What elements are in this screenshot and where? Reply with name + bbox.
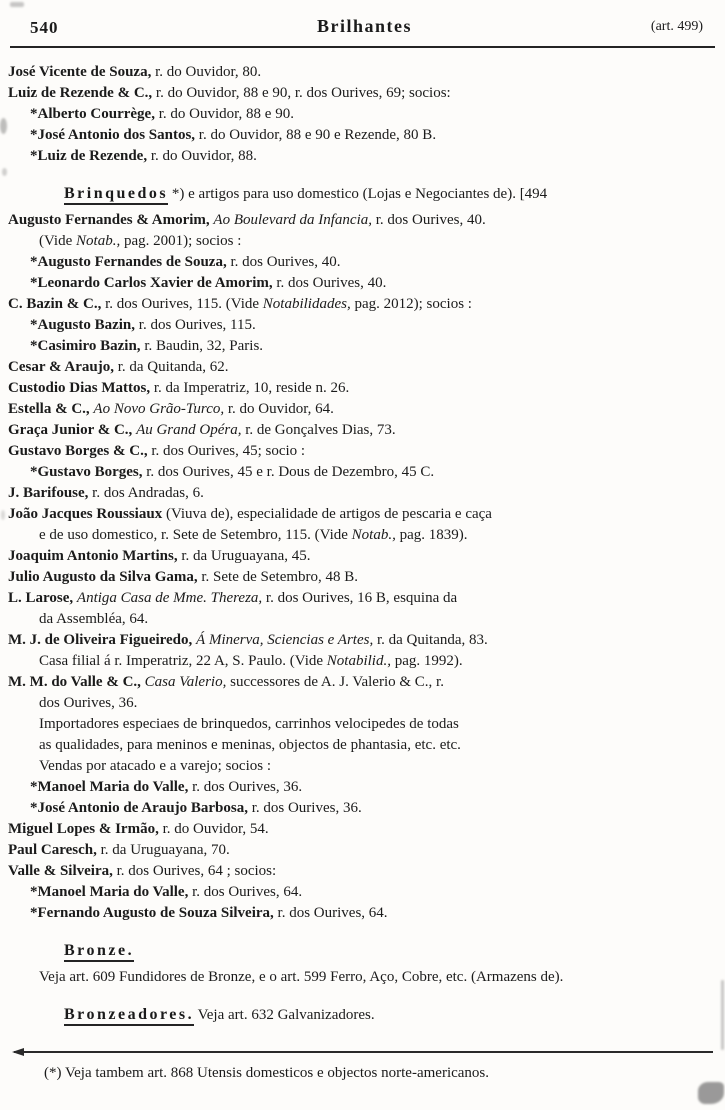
entry-text: r. dos Ourives, 64. [273,905,388,921]
entry-text: dos Ourives, 36. [39,695,138,711]
entry-text: Vendas por atacado e a varejo; socios : [39,758,271,774]
entry-name: Paul Caresch, [8,842,97,858]
directory-entry [8,567,715,588]
entry-text: r. dos Ourives, 45; socio : [147,443,306,459]
directory-entry [8,441,715,462]
directory-entry [8,672,715,693]
footnote-divider [14,1051,713,1053]
entry-name: *Leonardo Carlos Xavier de Amorim, [30,275,273,291]
entry-text: r. do Ouvidor, 88 e 90 e Rezende, 80 B. [195,127,437,143]
entry-name: Valle & Silveira, [8,863,113,879]
directory-entry [39,756,715,777]
header-divider [10,46,715,48]
entry-text: r. de Gonçalves Dias, 73. [241,422,396,438]
directory-entry [8,294,715,315]
partner-entry [30,903,715,924]
entry-text: r. da Quitanda, 83. [373,632,488,648]
directory-entry [39,525,715,546]
entry-trade-name: Notabilidades, [262,296,351,312]
entry-name: Custodio Dias Mattos, [8,380,151,396]
scan-artifact [698,1082,724,1104]
directory-entry [8,210,715,231]
entry-trade-name: Ao Novo Grão-Turco, [93,401,225,417]
entry-trade-name: Notab., [76,233,121,249]
directory-entry [8,378,715,399]
directory-entry [8,546,715,567]
section-description: Veja art. 632 Galvanizadores. [194,1007,375,1023]
entry-text: r. do Ouvidor, 64. [224,401,334,417]
entry-text: r. do Ouvidor, 88 e 90. [154,106,294,122]
page-header [26,16,703,42]
partner-entry [30,146,715,167]
entry-name: Miguel Lopes & Irmão, [8,821,159,837]
entry-text: r. da Quitanda, 62. [113,359,229,375]
entry-text: r. do Ouvidor, 88. [147,148,257,164]
entry-text: Veja art. 609 Fundidores de Bronze, e o art. 599 Ferro, Aço, Cobre, etc. (Armazens de). [39,969,564,985]
partner-entry [30,777,715,798]
entry-trade-name: Casa Valerio, [144,674,227,690]
entry-trade-name: Notabilid., [326,653,391,669]
section-heading-line [64,182,715,206]
entry-name: *Alberto Courrège, [30,106,155,122]
directory-entry [39,735,715,756]
entry-text: r. da Uruguayana, 70. [96,842,230,858]
entry-text: (Viuva de), especialidade de artigos de pescaria e caça [162,506,492,522]
entry-text: r. Sete de Setembro, 48 B. [197,569,359,585]
entry-trade-name: Antiga Casa de Mme. Thereza, [76,590,263,606]
entry-text: r. dos Ourives, 115. [135,317,256,333]
directory-entry [8,588,715,609]
directory-entry [8,83,715,104]
entry-name: *José Antonio dos Santos, [30,127,196,143]
partner-entry [30,273,715,294]
entry-text: pag. 1992). [390,653,463,669]
entry-name: Cesar & Araujo, [8,359,114,375]
entry-text: da Assembléa, 64. [39,611,149,627]
section-description: *) e artigos para uso domestico (Lojas e Negociantes de). [494 [168,186,548,202]
entry-name: C. Bazin & C., [8,296,102,312]
directory-entry [39,651,715,672]
footnote: (*) Veja tambem art. 868 Utensis domesticos e objectos norte-americanos. [44,1065,490,1081]
directory-entry [8,504,715,525]
directory-entry [8,840,715,861]
entry-name: João Jacques Roussiaux [8,506,163,522]
partner-entry [30,798,715,819]
entry-name: Graça Junior & C., [8,422,133,438]
directory-entry [8,483,715,504]
directory-entry [8,420,715,441]
entry-name: *Manoel Maria do Valle, [30,779,189,795]
section-title: Bronze. [64,942,134,962]
partner-entry [30,104,715,125]
entry-text: r. dos Ourives, 115. (Vide [101,296,263,312]
directory-entry [8,861,715,882]
entry-text: r. dos Ourives, 64. [188,884,303,900]
entry-text: pag. 2001); socios : [120,233,242,249]
entry-text: pag. 2012); socios : [350,296,472,312]
partner-entry [30,462,715,483]
directory-entry [39,609,715,630]
entry-name: *Manoel Maria do Valle, [30,884,189,900]
page-title: Brilhantes [316,16,413,36]
entry-name: L. Larose, [8,590,74,606]
entry-text: pag. 1839). [395,527,468,543]
directory-entry [8,357,715,378]
entry-name: *José Antonio de Araujo Barbosa, [30,800,248,816]
entry-name: *Fernando Augusto de Souza Silveira, [30,905,274,921]
entry-name: *Augusto Fernandes de Souza, [30,254,227,270]
page-number: 540 [30,18,59,37]
entry-text: r. Baudin, 32, Paris. [140,338,264,354]
directory-entry [39,231,715,252]
entry-text: r. do Ouvidor, 80. [151,64,262,80]
partner-entry [30,315,715,336]
entry-trade-name: Á Minerva, Sciencias e Artes, [196,632,374,648]
entry-name: Gustavo Borges & C., [8,443,148,459]
entry-text: r. dos Ourives, 36. [188,779,303,795]
directory-entry [39,693,715,714]
entry-trade-name: Ao Boulevard da Infancia, [213,212,372,228]
entry-name: M. M. do Valle & C., [8,674,141,690]
entry-name: *Augusto Bazin, [30,317,136,333]
directory-entry [8,399,715,420]
entry-text: r. do Ouvidor, 54. [158,821,269,837]
scan-artifact [721,980,724,1050]
entry-text: r. dos Ourives, 36. [247,800,362,816]
entry-name: J. Barifouse, [8,485,89,501]
directory-entry [8,62,715,83]
entry-text: Casa filial á r. Imperatriz, 22 A, S. Paulo. (Vide [39,653,327,669]
article-reference: (art. 499) [650,19,703,34]
entry-trade-name: Au Grand Opéra, [136,422,242,438]
entry-text: Importadores especiaes de brinquedos, carrinhos velocipedes de todas [39,716,459,732]
section-title: Bronzeadores. [64,1006,194,1026]
scan-artifact [10,2,24,7]
directory-entry [39,714,715,735]
entry-text: r. dos Ourives, 40. [272,275,387,291]
entry-trade-name: Notab., [351,527,396,543]
partner-entry [30,336,715,357]
entry-text: r. dos Andradas, 6. [88,485,204,501]
entry-name: *Gustavo Borges, [30,464,143,480]
entry-name: Estella & C., [8,401,90,417]
scan-artifact [1,510,5,520]
entry-text: r. dos Ourives, 45 e r. Dous de Dezembro, 45 C. [142,464,435,480]
partner-entry [30,252,715,273]
entry-text: r. dos Ourives, 40. [372,212,486,228]
section-heading-line [64,939,715,963]
entry-text: as qualidades, para meninos e meninas, objectos de phantasia, etc. etc. [39,737,461,753]
entry-text: r. dos Ourives, 64 ; socios: [112,863,277,879]
partner-entry [30,882,715,903]
entry-name: Augusto Fernandes & Amorim, [8,212,210,228]
entry-text: r. dos Ourives, 40. [226,254,341,270]
entry-name: *Luiz de Rezende, [30,148,148,164]
entry-name: M. J. de Oliveira Figueiredo, [8,632,193,648]
scan-artifact [2,168,7,176]
directory-entry [8,819,715,840]
section-heading-line [64,1003,715,1027]
directory-entry [8,630,715,651]
entry-text: successores de A. J. Valerio & C., r. [226,674,444,690]
entry-text: r. do Ouvidor, 88 e 90, r. dos Ourives, 69; socios: [152,85,451,101]
entry-text: r. da Uruguayana, 45. [177,548,311,564]
partner-entry [30,125,715,146]
entry-name: José Vicente de Souza, [8,64,152,80]
entry-text: e de uso domestico, r. Sete de Setembro, 115. (Vide [39,527,352,543]
entry-name: Luiz de Rezende & C., [8,85,153,101]
scan-artifact [0,118,7,134]
entry-name: Joaquim Antonio Martins, [8,548,178,564]
section-title: Brinquedos [64,185,168,205]
entry-name: *Casimiro Bazin, [30,338,141,354]
entry-text: (Vide [39,233,77,249]
entry-name: Julio Augusto da Silva Gama, [8,569,198,585]
left-arrow-mark [12,1048,24,1056]
directory-entry [39,967,715,988]
directory-content [8,62,715,1027]
entry-text: r. dos Ourives, 16 B, esquina da [262,590,458,606]
entry-text: r. da Imperatriz, 10, reside n. 26. [150,380,350,396]
